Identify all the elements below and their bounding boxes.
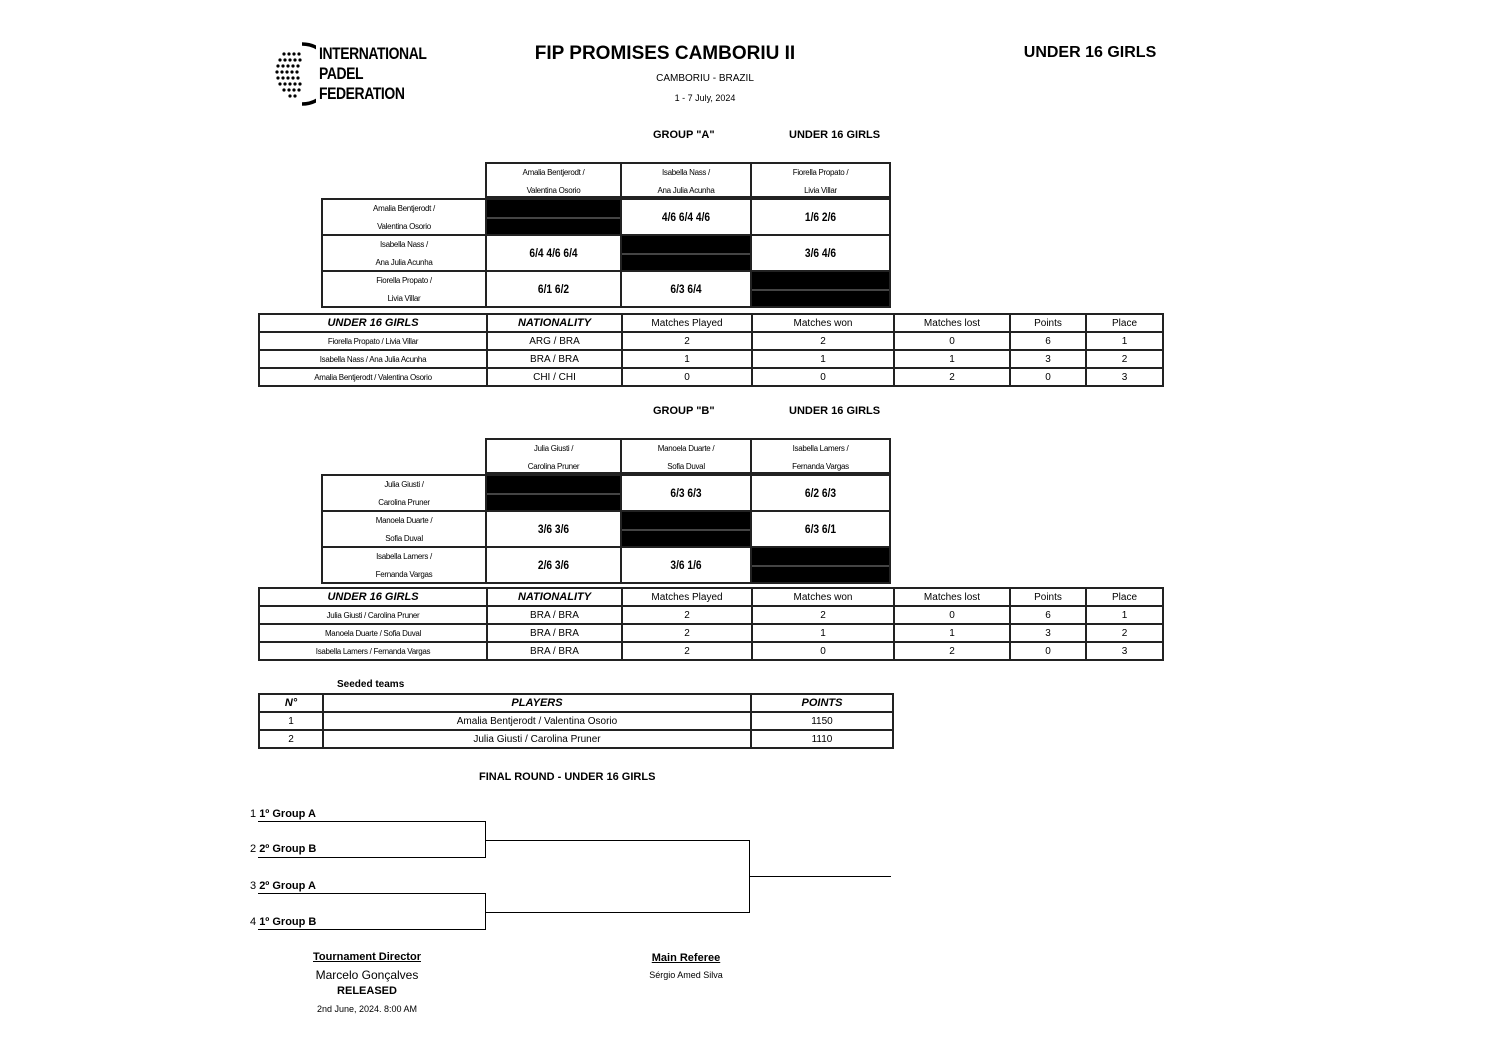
team-name: Amalia Bentjerodt / Valentina Osorio [259,368,487,386]
team-player-2: Fernanda Vargas [792,462,849,471]
slot-label: 2º Group A [259,880,316,892]
matrix-column-header [620,438,752,474]
table-row [259,332,1163,350]
team-player-1: Julia Giusti / [533,444,574,453]
matrix-self-cell [620,510,752,548]
matrix-self-cell [485,474,622,512]
team-player-1: Manoela Duarte / [375,516,433,525]
team-player-2: Ana Julia Acunha [657,186,715,195]
bracket-slot-1 [250,808,316,820]
category-title: UNDER 16 GIRLS [1023,44,1157,61]
place: 3 [1086,368,1163,386]
matrix-self-cell [750,546,891,584]
slot-number: 1 [250,808,257,820]
matrix-row-header [321,270,487,308]
fip-logo [272,40,427,110]
matrix-self-cell [485,198,622,236]
team-player-1: Amalia Bentjerodt / [373,204,435,213]
logo-line: PADEL [319,64,364,83]
seeded-header [259,694,893,712]
match-score-cell [750,198,891,236]
header-team: UNDER 16 GIRLS [259,588,487,606]
table-row [259,730,893,748]
header-place: Place [1086,588,1163,606]
match-score: 6/4 4/6 6/4 [529,246,578,260]
place: 2 [1086,624,1163,642]
seed-points: 1150 [751,712,893,730]
table-row [259,712,893,730]
team-player-2: Sofia Duval [385,534,423,543]
header-points: Points [1010,314,1086,332]
nationality: BRA / BRA [487,642,622,660]
nationality: BRA / BRA [487,624,622,642]
match-score-cell [620,270,752,308]
match-score-cell [750,474,891,512]
match-score-cell [485,234,622,272]
team-player-1: Isabella Nass / [662,168,710,177]
slot-label: 1º Group A [259,808,316,820]
points: 6 [1010,606,1086,624]
team-player-2: Valentina Osorio [377,222,431,231]
header-won: Matches won [752,588,894,606]
matrix-column-header [485,162,622,198]
slot-label: 1º Group B [259,916,317,928]
team-name: Isabella Nass / Ana Julia Acunha [259,350,487,368]
header-points: Points [1010,588,1086,606]
won: 2 [752,332,894,350]
match-score-cell [620,546,752,584]
won: 1 [752,350,894,368]
nationality: BRA / BRA [487,350,622,368]
points: 3 [1010,350,1086,368]
match-score-cell [750,234,891,272]
group-a-standings [258,313,1164,387]
lost: 2 [894,368,1010,386]
seed-points: 1110 [751,730,893,748]
bracket-slot-2 [250,843,316,855]
match-score: 2/6 3/6 [537,558,570,572]
location: CAMBORIU - BRAZIL [656,73,754,84]
team-player-1: Manoela Duarte / [657,444,715,453]
slot-label: 2º Group B [259,843,317,855]
referee-title: Main Referee [651,952,721,964]
match-score: 6/3 6/1 [804,522,837,536]
director-name: Marcelo Gonçalves [315,968,419,982]
dates: 1 - 7 July, 2024 [674,93,736,103]
played: 2 [622,642,752,660]
match-score: 4/6 6/4 4/6 [661,210,711,224]
played: 0 [622,368,752,386]
header-nationality: NATIONALITY [487,588,622,606]
team-player-1: Fiorella Propato / [376,276,432,285]
header-won: Matches won [752,314,894,332]
header-team: UNDER 16 GIRLS [259,314,487,332]
table-row [259,624,1163,642]
release-date: 2nd June, 2024. 8:00 AM [316,1004,418,1014]
played: 1 [622,350,752,368]
match-score-cell [620,474,752,512]
team-player-2: Livia Villar [387,294,421,303]
team-name: Julia Giusti / Carolina Pruner [259,606,487,624]
logo-line: FEDERATION [319,84,405,103]
match-score-cell [485,546,622,584]
slot-number: 4 [250,916,257,928]
points: 6 [1010,332,1086,350]
match-score-cell [750,510,891,548]
team-player-1: Isabella Lamers / [376,552,432,561]
fip-ball-icon [272,40,316,110]
logo-text [319,44,426,104]
team-player-1: Isabella Nass / [380,240,428,249]
table-row [259,642,1163,660]
matrix-column-header [620,162,752,198]
lost: 1 [894,350,1010,368]
points: 0 [1010,642,1086,660]
standings-header [259,314,1163,332]
header-number: N° [259,694,323,712]
group-a-category: UNDER 16 GIRLS [789,129,881,141]
header-place: Place [1086,314,1163,332]
team-player-2: Livia Villar [804,186,837,195]
nationality: ARG / BRA [487,332,622,350]
bracket-line [258,857,486,858]
won: 2 [752,606,894,624]
matrix-column-header [750,438,891,474]
standings-header [259,588,1163,606]
matrix-row-header [321,510,487,548]
header-players: PLAYERS [323,694,751,712]
header-played: Matches Played [622,314,752,332]
played: 2 [622,624,752,642]
bracket-slot-3 [250,880,316,892]
match-score: 3/6 1/6 [670,558,702,572]
matrix-row-header [321,198,487,236]
lost: 1 [894,624,1010,642]
place: 1 [1086,332,1163,350]
group-b-standings [258,587,1164,661]
matrix-row-header [321,546,487,584]
header-played: Matches Played [622,588,752,606]
match-score: 6/1 6/2 [537,282,570,296]
table-row [259,350,1163,368]
final-round-title: FINAL ROUND - UNDER 16 GIRLS [479,771,656,783]
director-title: Tournament Director [313,951,421,963]
bracket-line [749,876,891,877]
place: 1 [1086,606,1163,624]
logo-line: INTERNATIONAL [319,44,427,63]
team-player-1: Fiorella Propato / [792,168,849,177]
team-player-2: Fernanda Vargas [375,570,433,579]
seeded-table [258,693,894,749]
team-player-2: Carolina Pruner [378,498,430,507]
bracket-line [258,893,486,894]
matrix-self-cell [750,270,891,308]
team-player-1: Isabella Lamers / [792,444,849,453]
match-score-cell [485,510,622,548]
matrix-column-header [485,438,622,474]
team-player-2: Sofia Duval [667,462,705,471]
match-score: 3/6 3/6 [537,522,570,536]
team-player-2: Valentina Osorio [526,186,581,195]
nationality: CHI / CHI [487,368,622,386]
matrix-row-header [321,234,487,272]
seed-players: Julia Giusti / Carolina Pruner [323,730,751,748]
header-points: POINTS [751,694,893,712]
matrix-row-header [321,474,487,512]
match-score-cell [620,198,752,236]
points: 0 [1010,368,1086,386]
match-score: 6/3 6/3 [670,486,702,500]
team-name: Fiorella Propato / Livia Villar [259,332,487,350]
won: 0 [752,368,894,386]
lost: 0 [894,606,1010,624]
bracket-line [258,929,486,930]
match-score: 1/6 2/6 [804,210,837,224]
matrix-self-cell [620,234,752,272]
bracket-line [485,840,750,841]
referee-name: Sérgio Amed Silva [649,970,723,980]
matrix-column-header [750,162,891,198]
match-score: 3/6 4/6 [804,246,837,260]
table-row [259,368,1163,386]
header-lost: Matches lost [894,588,1010,606]
seed-players: Amalia Bentjerodt / Valentina Osorio [323,712,751,730]
nationality: BRA / BRA [487,606,622,624]
header-lost: Matches lost [894,314,1010,332]
place: 3 [1086,642,1163,660]
team-player-1: Amalia Bentjerodt / [522,168,585,177]
match-score: 6/3 6/4 [670,282,702,296]
played: 2 [622,606,752,624]
table-row [259,606,1163,624]
team-name: Manoela Duarte / Sofia Duval [259,624,487,642]
slot-number: 2 [250,843,257,855]
slot-number: 3 [250,880,257,892]
group-b-category: UNDER 16 GIRLS [789,405,881,417]
seeded-title: Seeded teams [337,679,405,690]
team-player-2: Carolina Pruner [527,462,580,471]
team-player-2: Ana Julia Acunha [375,258,433,267]
seed-number: 1 [259,712,323,730]
group-a-label: GROUP "A" [653,129,715,141]
place: 2 [1086,350,1163,368]
match-score-cell [485,270,622,308]
tournament-title: FIP PROMISES CAMBORIU II [534,43,796,64]
lost: 0 [894,332,1010,350]
won: 0 [752,642,894,660]
header-nationality: NATIONALITY [487,314,622,332]
match-score: 6/2 6/3 [804,486,837,500]
played: 2 [622,332,752,350]
seed-number: 2 [259,730,323,748]
won: 1 [752,624,894,642]
team-player-1: Julia Giusti / [384,480,424,489]
group-b-label: GROUP "B" [653,405,715,417]
bracket-line [485,912,750,913]
team-name: Isabella Lamers / Fernanda Vargas [259,642,487,660]
release-status: RELEASED [337,985,397,997]
lost: 2 [894,642,1010,660]
bracket-line [258,821,486,822]
points: 3 [1010,624,1086,642]
bracket-slot-4 [250,916,316,928]
